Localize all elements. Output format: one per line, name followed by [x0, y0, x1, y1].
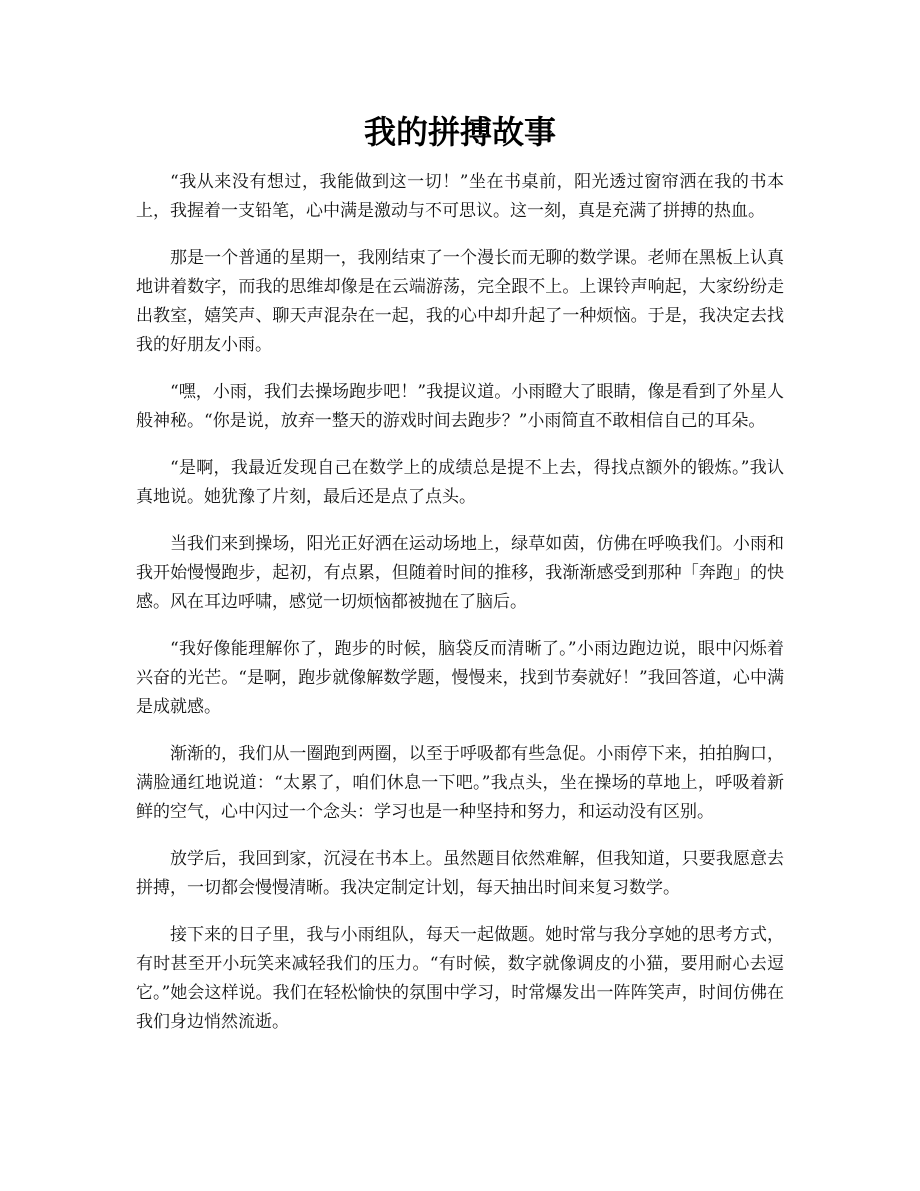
document-body — [136, 168, 784, 1055]
paragraph-8: 放学后，我回到家，沉浸在书本上。虽然题目依然难解，但我知道，只要我愿意去拼搏，一切都会慢慢清晰。我决定制定计划，每天抽出时间来复习数学。 — [136, 849, 784, 898]
paragraph-9: 接下来的日子里，我与小雨组队，每天一起做题。她时常与我分享她的思考方式，有时甚至开小玩笑来减轻我们的压力。“有时候，数字就像调皮的小猫，要用耐心去逗它。”她会这样说。我们在轻松愉快的氛围中学习，时常爆发出一阵阵笑声，时间仿佛在我们身边悄然流逝。 — [136, 925, 784, 1032]
paragraph-1: “我从来没有想过，我能做到这一切！”坐在书桌前，阳光透过窗帘洒在我的书本上，我握着一支铅笔，心中满是激动与不可思议。这一刻，真是充满了拼搏的热血。 — [136, 172, 784, 221]
paragraph-7: 渐渐的，我们从一圈跑到两圈，以至于呼吸都有些急促。小雨停下来，拍拍胸口，满脸通红地说道：“太累了，咱们休息一下吧。”我点头，坐在操场的草地上，呼吸着新鲜的空气，心中闪过一个念头：学习也是一种坚持和努力，和运动没有区别。 — [136, 744, 784, 822]
document-title: 我的拼搏故事 — [363, 113, 556, 151]
paragraph-6: “我好像能理解你了，跑步的时候，脑袋反而清晰了。”小雨边跑边说，眼中闪烁着兴奋的光芒。“是啊，跑步就像解数学题，慢慢来，找到节奏就好！”我回答道，心中满是成就感。 — [136, 639, 784, 717]
paragraph-3: “嘿，小雨，我们去操场跑步吧！”我提议道。小雨瞪大了眼睛，像是看到了外星人般神秘。“你是说，放弃一整天的游戏时间去跑步？”小雨简直不敢相信自己的耳朵。 — [136, 382, 784, 431]
paragraph-5: 当我们来到操场，阳光正好洒在运动场地上，绿草如茵，仿佛在呼唤我们。小雨和我开始慢慢跑步，起初，有点累，但随着时间的推移，我渐渐感受到那种「奔跑」的快感。风在耳边呼啸，感觉一切烦恼都被抛在了脑后。 — [136, 534, 784, 612]
paragraph-4: “是啊，我最近发现自己在数学上的成绩总是提不上去，得找点额外的锻炼。”我认真地说。她犹豫了片刻，最后还是点了点头。 — [136, 458, 784, 507]
paragraph-2: 那是一个普通的星期一，我刚结束了一个漫长而无聊的数学课。老师在黑板上认真地讲着数字，而我的思维却像是在云端游荡，完全跟不上。上课铃声响起，大家纷纷走出教室，嬉笑声、聊天声混杂在一起，我的心中却升起了一种烦恼。于是，我决定去找我的好朋友小雨。 — [136, 248, 784, 355]
